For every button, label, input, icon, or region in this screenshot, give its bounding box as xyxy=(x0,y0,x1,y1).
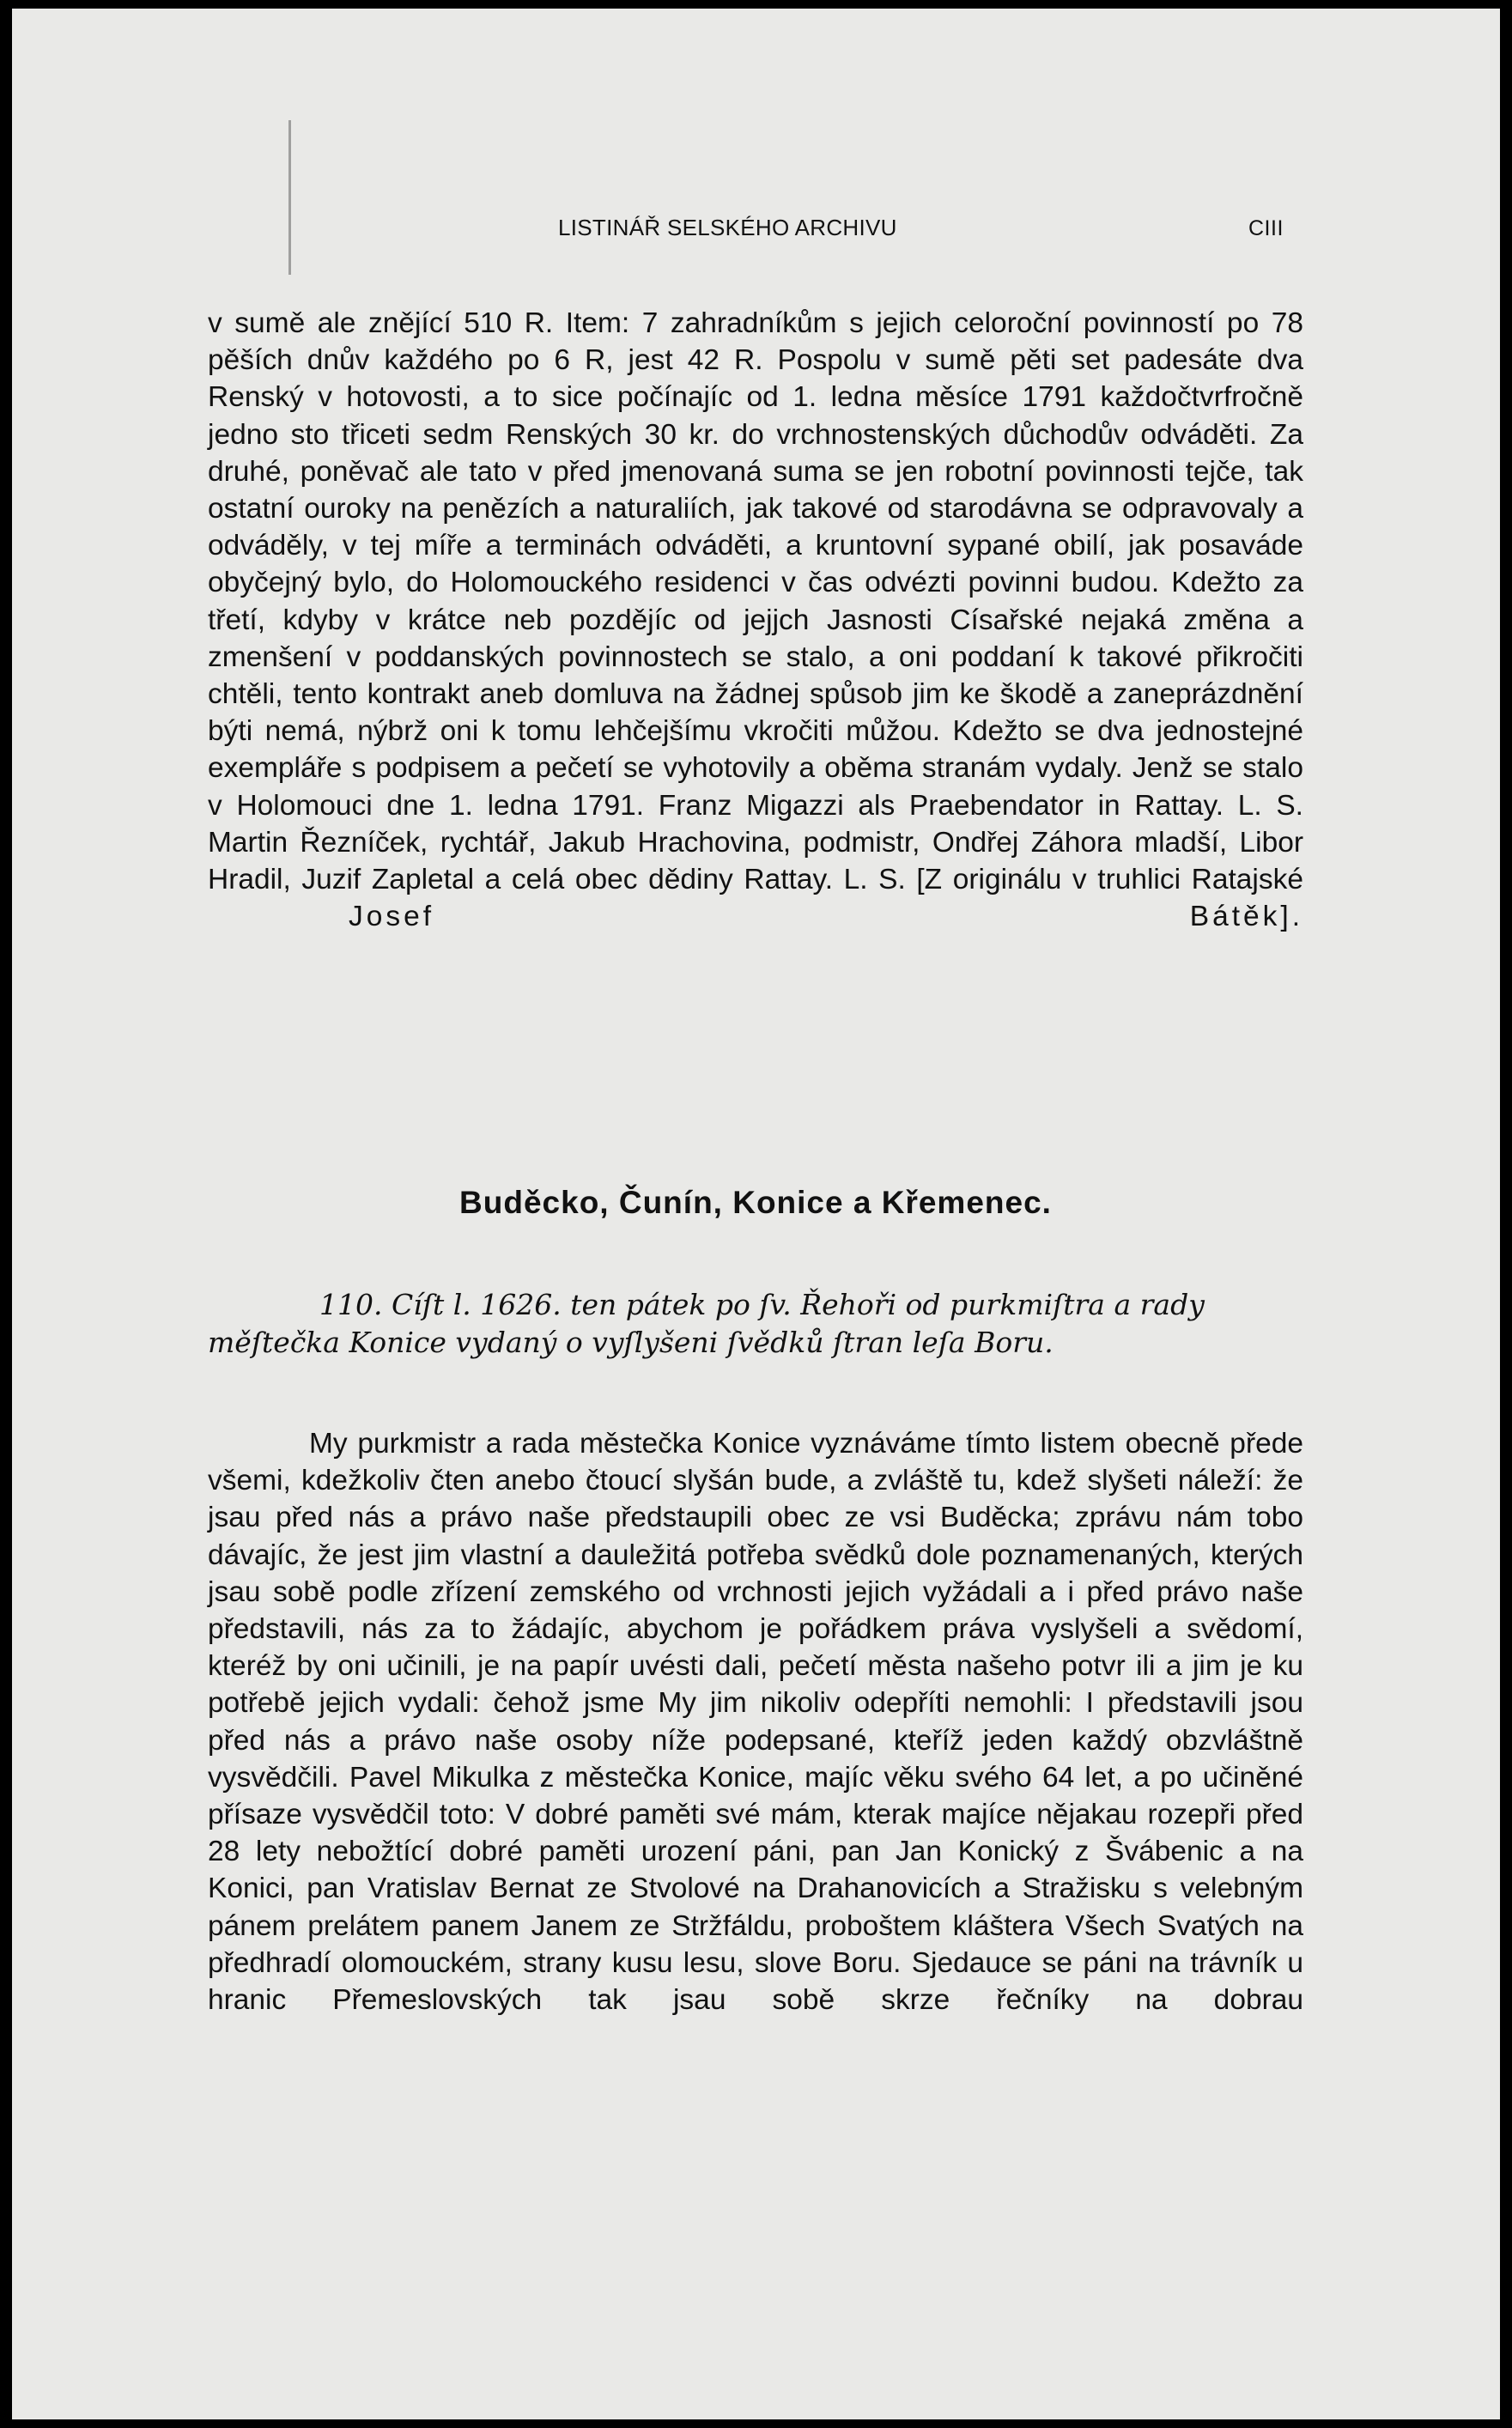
document-heading-line-2: měſtečka Konice vydaný o vyſlyšeni ſvědků ſtran leſa Boru. xyxy=(208,1326,1054,1359)
document-body xyxy=(208,1425,1303,2018)
section-heading: Buděcko, Čunín, Konice a Křemenec. xyxy=(459,1185,1052,1220)
paragraph-1-text: v sumě ale znějící 510 R. Item: 7 zahradníkům s jejich celoroční povinností po 78 pěších dnův každého po 6 R, jest 42 R. Pospolu v sumě pěti set padesáte dva Renský v hotovosti, a to sice počínajíc od 1. ledna měsíce 1791 každočtvrfročně jedno sto třiceti sedm Renských 30 kr. do vrchnostenských důchodův odváděti. Za druhé, poněvač ale tato v před jmenovaná suma se jen robotní povinnosti tejče, tak ostatní ouroky na penězích a naturaliích, jak takové od starodávna se odpravovaly a odváděly, v tej míře a terminách odváděti, a kruntovní sypané obilí, jak posaváde obyčejný bylo, do Holomouckého residenci v čas odvézti povinni budou. Kdežto za třetí, kdyby v krátce neb pozdějíc od jejjch Jasnosti Císařské nejaká změna a zmenšení v poddanských povinnostech se stalo, a oni poddaní k takové přikročiti chtěli, tento kontrakt aneb domluva na žádnej spůsob jim ke škodě a zaneprázdnění býti nemá, nýbrž oni k tomu lehčejšímu vkročiti můžou. Kdežto se dva jednostejné exempláře s podpisem a pečetí se vyhotovily a oběma stranám vydaly. Jenž se stalo v Holomouci dne 1. ledna 1791. Franz Migazzi als Praebendator in Rattay. L. S. Martin Řezníček, rychtář, Jakub Hrachovina, podmistr, Ondřej Záhora mladší, Libor Hradil, Juzif Zapletal a celá obec dědiny Rattay. L. S. [Z originálu v truhlici Ratajské xyxy=(208,307,1303,896)
paragraph-2-text: My purkmistr a rada městečka Konice vyznáváme tímto listem obecně přede všemi, kdežkoliv čten anebo čtoucí slyšán bude, a zvláště tu, kdež slyšeti náleží: že jsau před nás a právo naše předstaupili obec ze vsi Buděcka; zprávu nám tobo dávajíc, že jest jim vlastní a dauležitá potřeba svědků dole poznamenaných, kterých jsau sobě podle zřízení zemského od vrchnosti jejich vyžádali a i před právo naše představili, nás za to žádajíc, abychom je pořádkem práva vyslyšeli a svědomí, kteréž by oni učinili, je na papír uvésti dali, pečetí města našeho potvr ili a jim je ku potřebě jejich vydali: čehož jsme My jim nikoliv odepříti nemohli: I představili jsou před nás a právo naše osoby níže podepsané, kteříž jeden každý obzvláštně vysvědčili. Pavel Mikulka z městečka Konice, majíc věku svého 64 let, a po učiněné přísaze vysvědčil toto: V dobré paměti své mám, kterak majíce nějakau rozepři před 28 lety nebožtící dobré paměti urození páni, pan Jan Konický z Švábenic a na Konici, pan Vratislav Bernat ze Stvolové na Drahanovicích a Stražisku s velebným pánem prelátem panem Janem ze Stržfáldu, proboštem kláštera Všech Svatých na předhradí olomouckém, strany kusu lesu, slove Boru. Sjedauce se páni na trávník u hranic Přemeslovských tak jsau sobě skrze řečníky na dobrau xyxy=(208,1428,1303,2017)
margin-rule xyxy=(288,120,291,275)
signature: Josef Bátěk]. xyxy=(349,901,1303,933)
page-number: CIII xyxy=(1248,216,1284,240)
document-heading xyxy=(208,1286,1303,1362)
running-head xyxy=(12,215,1500,249)
running-title: LISTINÁŘ SELSKÉHO ARCHIVU xyxy=(558,215,897,240)
document-heading-line-1: 110. Cíſt l. 1626. ten pátek po ſv. Řehoři od purkmiſtra a rady xyxy=(319,1288,1205,1321)
book-page xyxy=(12,9,1500,2419)
paragraph-continuation xyxy=(208,305,1303,935)
